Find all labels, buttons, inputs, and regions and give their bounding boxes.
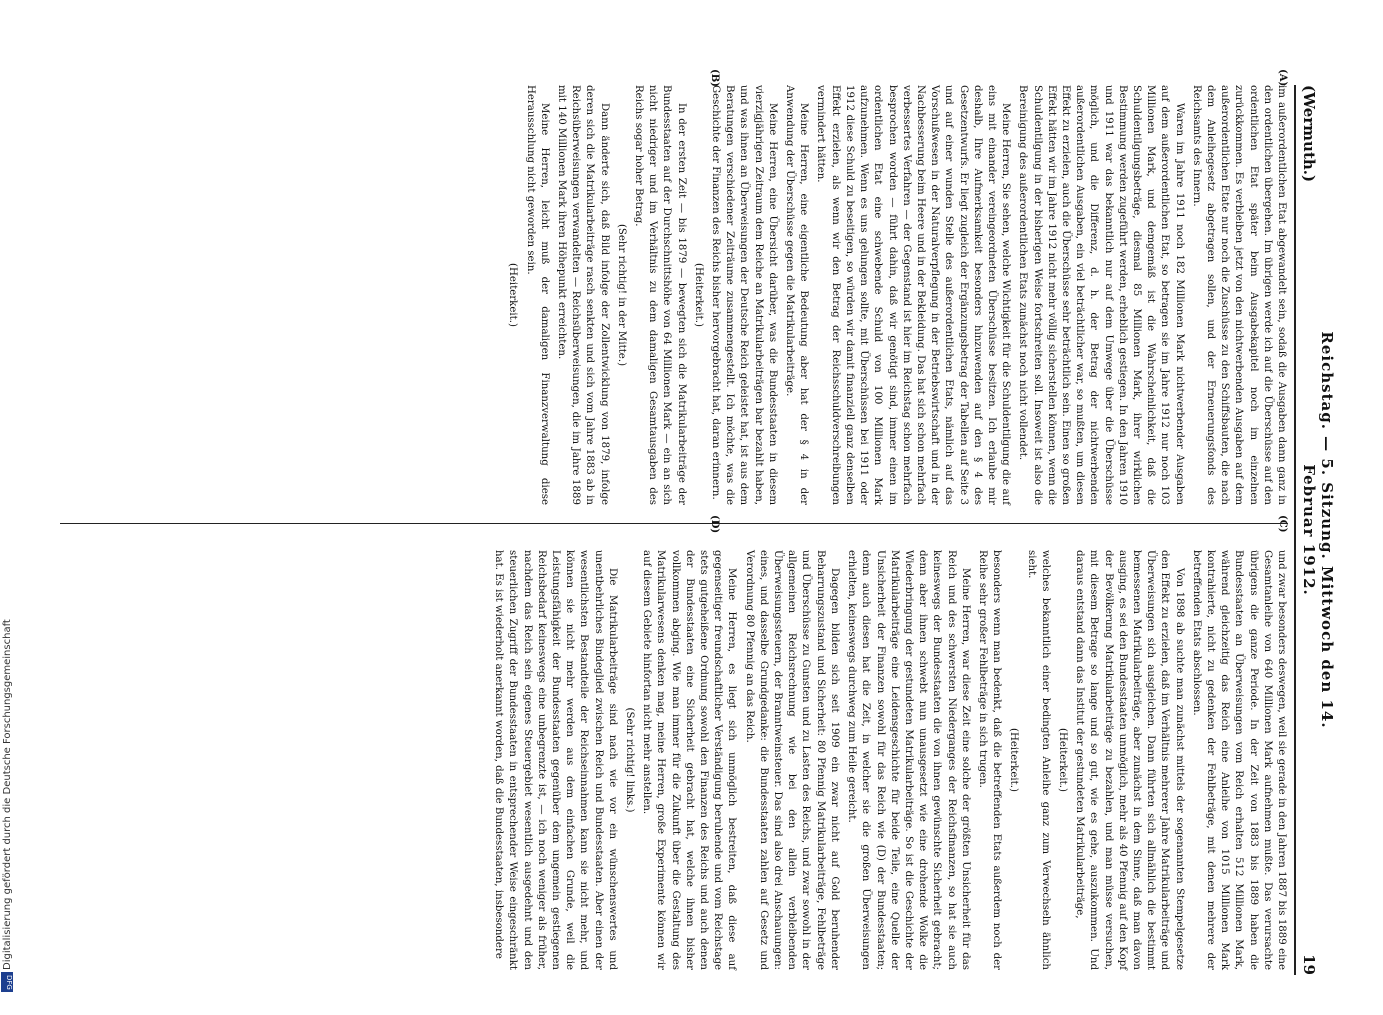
left-column [60,85,1288,505]
page-number: 19 [1300,954,1318,975]
margin-mark-b: (B) [709,69,720,87]
paragraph: Waren im Jahre 1911 noch 182 Millionen Mark nichtwerbender Ausgaben auf dem außerordentlichen Etat, so betragen sie im Jahre 1912 nur noch 103 Millionen Mark, und demgemäß ist die Wahrscheinlichkeit, daß die Schuldentilgungsbeträge, diesmal 85 Millionen Mark, ihrer wirklichen Bestimmung werden zugeführt werden, erheblich gestiegen. In den Jahren 1910 und 1911 war das bekanntlich nur auf dem Umwege über die Überschüsse möglich, und die Differenz, d. h. der Betrag der nichtwerbenden außerordentlichen Ausgaben, ein viel beträchtlicher war, so mußten, um diesen Effekt zu erzielen, auch die Überschüsse sehr beträchtlich sein. Einen so großen Effekt hätten wir im Jahre 1912 nicht mehr völlig sicherstellen können, wenn die Schuldentilgung in der bisherigen Weise fortschreiten soll. Insoweit ist also die Bereinigung des außerordentlichen Etats zunächst noch nicht vollendet. [1017,85,1185,505]
interjection: (Sehr richtig! in der Mitte.) [615,223,627,367]
running-title: Reichstag. — 5. Sitzung. Mittwoch den 14. Februar 1912. [1300,331,1336,729]
paragraph: Meine Herren, leicht muß der damaligen Finanzverwaltung diese Herausschlung nicht geworden sein. [524,85,550,505]
column-divider [60,523,1288,524]
paragraph: In der ersten Zeit — bis 1879 — bewegten sich die Matrikularbeiträge der Bundesstaaten auf der Durchschnittshöhe von 64 Millionen Mark — ein an sich nicht niedriger und im Verhältnis zu dem damaligen Gesamtausgaben des Reichs sogar hoher Betrag. [633,85,687,505]
paragraph: Meine Herren, es liegt sich unmöglich bestreiten, daß diese auf gegenseitiger freundschaftlicher Verständigung beruhende und vom Reichstage stets gutgeheißene Ordnung sowohl den Finanzen des Reichs und auch denen der Bundesstaaten eine Sicherheit gebracht hat, welche ihnen bisher vollkommen abging. Wie man immer für die Zukunft über die Gestaltung des Matrikularwesens denken mag, meine Herren, große Experimente können wir auf diesem Gebiete hinfortan nicht mehr anstellen. [641,550,738,970]
paragraph: und zwar besonders deswegen, weil sie gerade in den Jahren 1887 bis 1889 eine Gesamtanleihe von 640 Millionen Mark aufnehmen mußte. Das verursachte übrigens die ganze Periode. In der Zeit von 1883 bis 1889 haben die Bundesstaaten an Überweisungen vom Reich erhalten 512 Millionen Mark, während gleichzeitig das Reich eine Anleihe von 1015 Millionen Mark kontrahierte, nicht zu gedenken der Fehlbeträge, mit denen mehrere der betreffenden Etats abschlossen. [1190,550,1287,970]
paragraph: Meine Herren, eine eigentliche Bedeutung aber hat der § 4 in der Anwendung der Überschüsse gegen die Matrikularbeiträge. [784,85,810,505]
right-column [60,550,1288,970]
paragraph: im außerordentlichen Etat abgewandelt sein, sodaß die Ausgaben dann ganz in den ordentlichen übergehen. Im übrigen werde ich auf die Überschüsse auf den ordentlichen Etat später beim Ausgabekapitel noch im einzelnen zurückkommen. Es verbleiben jetzt von den nichtwerbenden Ausgaben auf dem außerordentlichen Etate nur noch die Zuschüsse zu den Schiffsbauten, die nach dem Anleihegesetz abgetragen sollen, und der Erneuerungsfonds des Reichsamts des Innern. [1190,85,1287,505]
paragraph: Von 1898 ab suchte man zunächst mittels der sogenannten Stempelgesetze den Effekt zu erzielen, daß im Verhältnis mehrerer Jahre Matrikularbeiträge und Überweisungen sich ausgleichen. Dann führten sich allmählich die bestimmt bemessenen Matrikularbeiträge, aber zunächst in dem Sinne, daß man davon ausging, es sei den Bundesstaaten unmöglich, mehr als 40 Pfennig auf den Kopf der Bevölkerung Matrikularbeiträge zu bezahlen, und man müsse versuchen, mit diesem Betrage so lange und so gut, wie es gehe, auszukommen. Und daraus entstand dann das Institut der gestundeten Matrikularbeiträge, [1074,550,1185,970]
interjection: (Sehr richtig! links.) [624,707,636,813]
paragraph: Meine Herren, war diese Zeit eine solche der größten Unsicherheit für das Reich und des schwersten Niederganges der Reichsfinanzen, so hat sie auch keineswegs der Bundesstaaten die von ihnen gewünschte Sicherheit gebracht; denn aber ihnen schwebt nun unausgesetzt wie eine drohende Wolke die Wiederbringung der gestundeten Matrikularbeiträge. So ist die Geschichte der Matrikularbeiträge eine Leidensgeschichte für beide Teile, eine Quelle der Unsicherheit der Finanzen sowohl für das Reich wie (D) der Bundesstaaten; denn auch diesen hat die Zeit, in welcher sie die großen Überweisungen erhielten, keineswegs durchweg zum Heile gereicht. [846,550,971,970]
paragraph: Die Matrikularbeiträge sind nach wie vor ein wünschenswertes und unentbehrliches Bindeglied zwischen Reich und Bundesstaaten. Aber einen der wesentlichsten Bestandteile der Reichseinnahmen kann sie nicht mehr, und können sie nicht mehr werden aus dem einfachen Grunde, weil die Leistungsfähigkeit der Bundesstaaten gegenüber dem ungemein gestiegenen Reichsbedarf keineswegs eine unbegrenzte ist, — ich noch weniger als früher, nachdem das Reich sein eigenes Steuergebiet wesentlich ausgedehnt und den steuerlichen Zugriff der Bundesstaaten in entsprechender Weise eingeschränkt hat. Es ist wiederholt anerkannt worden, daß die Bundesstaaten, insbesondere [493,550,618,970]
page-header [1300,85,1336,975]
paragraph: Dann änderte sich, daß Bild infolge der Zollentwicklung von 1879, infolge deren sich die Matrikularbeiträge rasch senkten und sich vom Jahre 1883 ab in Reichsüberweisungen verwandelten — Reichsüberweisungen, die im Jahre 1889 mit 140 Millionen Mark ihren Höhepunkt erreichten. [556,85,610,505]
interjection: (Heiterkeit.) [692,263,704,327]
paragraph: Meine Herren, Sie sehen, welche Wichtigkeit für die Schuldentilgung die auf eins mit einander vereingeordneten Überschüsse besitzen. Ich erlaube mir deshalb, Ihre Aufmerksamkeit besonders hinzuwenden auf den § 4 des Gesetzentwurfs. Er liegt zugleich der Ergänzungsbetrag der Tabellen auf Seite 3 und auf einer wunden Stelle des außerordentlichen Etats, nämlich auf das Vorschußwesen in der Naturalverpflegung in der Betriebswirtschaft und in der Nachbesserung beim Heere und in der Bekleidung. Das hat sich schon mehrfach verbessertes Verfahren — der Gegenstand ist hier im Reichstag schon mehrfach besprochen worden — führt dahin, daß wir genötigt sind, immer einen im ordentlichen Etat eine schwebende Schuld von 100 Millionen Mark aufzunehmen. Wenn es uns gelungen sollte, mit Überschüssen bei 1911 oder 1912 diese Schuld zu beseitigen, so würden wir damit finanziell ganz denselben Effekt erzielen, als wenn wir den Betrag der Reichsschuldverschreibungen vermindert hätten. [815,85,1012,505]
digitization-credit [2,10,16,990]
document-page [20,45,1340,1015]
paragraph: Dagegen bilden sich seit 1909 ein zwar nicht auf Gold beruhender Beharrungszustand und Sicherheit: 80 Pfennig Matrikularbeiträge, Fehlbeträge und Überschüsse zu Gunsten und zu Lasten des Reichs, und zwar sowohl in der allgemeinen Reichsrechnung wie bei den allein verbleibenden Überweisungssteuern, der Branntweinsteuer. Das sind also drei Anschauungen: eines, und dasselbe Grundgedanke: die Bundesstaaten zahlen auf Gesetz und Verordnung 80 Pfennig an das Reich. [743,550,840,970]
speaker-tag: (Wermuth.) [1300,85,1318,183]
margin-mark-d: (D) [709,515,720,534]
paragraph: Meine Herren, eine Übersicht darüber, was die Bundesstaaten in diesem vierzigjährigen Zeitraum dem Reiche an Matrikularbeiträgen bar bezahlt haben, und was ihnen an Überweisungen der Deutsche Reich geleistet hat, ist aus dem Beratungen verschiedener Zeiträume zusammengestellt. Ich möchte, was die Geschichte der Finanzen des Reichs bisher hervorgebracht hat, daran erinnern. [710,85,778,505]
header-rule [1294,85,1296,975]
credit-text: Digitalisierung gefördert durch die Deutsche Forschungsgemeinschaft [2,619,13,970]
paragraph: besonders wenn man bedenkt, daß die betreffenden Etats außerdem noch der Reihe sehr großer Fehlbeträge in sich trugen. [976,550,1003,970]
interjection: (Heiterkeit.) [507,263,519,327]
interjection: (Heiterkeit.) [1056,728,1068,792]
margin-mark-c: (C) [1277,515,1288,533]
margin-mark-a: (A) [1277,69,1288,87]
interjection: (Heiterkeit.) [1008,728,1020,792]
paragraph: welches bekanntlich einer bedingten Anleihe ganz zum Verwechseln ähnlich sieht. [1025,550,1051,970]
dfg-logo: DFG [1,972,13,992]
